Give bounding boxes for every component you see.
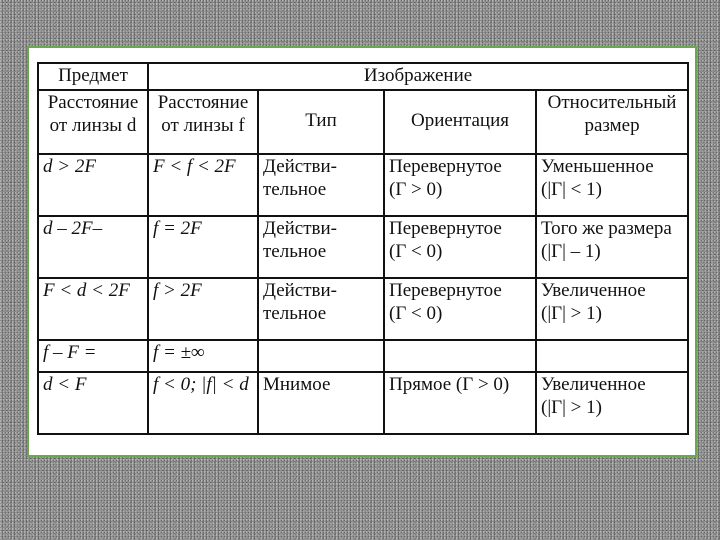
cell-type-line2: тельное: [263, 302, 327, 324]
cell-type-line1: Действи-: [263, 279, 337, 301]
cell-object-distance: F < d < 2F: [38, 278, 148, 340]
cell-object-distance: f – F =: [38, 340, 148, 372]
header-object-distance: [38, 90, 148, 154]
cell-image-distance: f > 2F: [148, 278, 258, 340]
cell-size: [536, 340, 688, 372]
header-object-distance-line1: Расстояние: [47, 91, 139, 113]
cell-type: [258, 340, 384, 372]
header-image-distance: [148, 90, 258, 154]
cell-size: [536, 278, 688, 340]
cell-orientation: Прямое (Г > 0): [384, 372, 536, 434]
cell-orientation-line2: (Г < 0): [389, 240, 443, 262]
cell-image-distance: F < f < 2F: [148, 154, 258, 216]
cell-type-line2: тельное: [263, 240, 327, 262]
cell-orientation-line1: Перевернутое: [389, 279, 502, 301]
cell-image-distance: f = ±∞: [148, 340, 258, 372]
cell-type-line1: Действи-: [263, 217, 337, 239]
header-image-distance-line1: Расстояние: [157, 91, 249, 113]
header-orientation: Ориентация: [384, 90, 536, 154]
header-object-distance-line2: от линзы d: [49, 114, 137, 136]
cell-type-line2: тельное: [263, 178, 327, 200]
cell-size-line2: (|Г| < 1): [541, 178, 602, 200]
header-relative-size-line1: Относительный: [547, 91, 677, 113]
cell-orientation: [384, 154, 536, 216]
cell-type-line1: Действи-: [263, 155, 337, 177]
cell-image-distance: f = 2F: [148, 216, 258, 278]
cell-orientation: [384, 340, 536, 372]
slide-frame: [27, 46, 697, 457]
cell-size: [536, 372, 688, 434]
cell-type: Мнимое: [258, 372, 384, 434]
cell-image-distance: f < 0; |f| < d: [148, 372, 258, 434]
cell-orientation: [384, 278, 536, 340]
header-subject: Предмет: [38, 63, 148, 90]
header-relative-size: [536, 90, 688, 154]
cell-object-distance: d < F: [38, 372, 148, 434]
cell-size-line2: (|Г| > 1): [541, 302, 602, 324]
table-row: [38, 216, 688, 278]
cell-orientation-line1: Перевернутое: [389, 217, 502, 239]
cell-size-line1: Увеличенное: [541, 279, 646, 301]
table-row: [38, 154, 688, 216]
lens-image-table: [37, 62, 689, 435]
header-row-top: [38, 63, 688, 90]
cell-orientation-line1: Перевернутое: [389, 155, 502, 177]
header-row-sub: [38, 90, 688, 154]
cell-type: [258, 154, 384, 216]
cell-object-distance: d – 2F–: [38, 216, 148, 278]
cell-type: [258, 216, 384, 278]
header-image: Изображение: [148, 63, 688, 90]
cell-size-line2: (|Г| – 1): [541, 240, 601, 262]
cell-size-line1: Уменьшенное: [541, 155, 654, 177]
cell-orientation-line2: (Г > 0): [389, 178, 443, 200]
header-relative-size-line2: размер: [584, 114, 640, 136]
cell-size: [536, 154, 688, 216]
cell-orientation: [384, 216, 536, 278]
cell-orientation-line2: (Г < 0): [389, 302, 443, 324]
cell-size-line1: Увеличенное: [541, 373, 646, 395]
table-row: [38, 340, 688, 372]
cell-size-line1: Того же размера: [541, 217, 672, 239]
cell-size-line2: (|Г| > 1): [541, 396, 602, 418]
cell-type: [258, 278, 384, 340]
cell-size: [536, 216, 688, 278]
header-image-distance-line2: от линзы f: [161, 114, 245, 136]
header-type: Тип: [258, 90, 384, 154]
table-row: [38, 372, 688, 434]
table-row: [38, 278, 688, 340]
cell-object-distance: d > 2F: [38, 154, 148, 216]
